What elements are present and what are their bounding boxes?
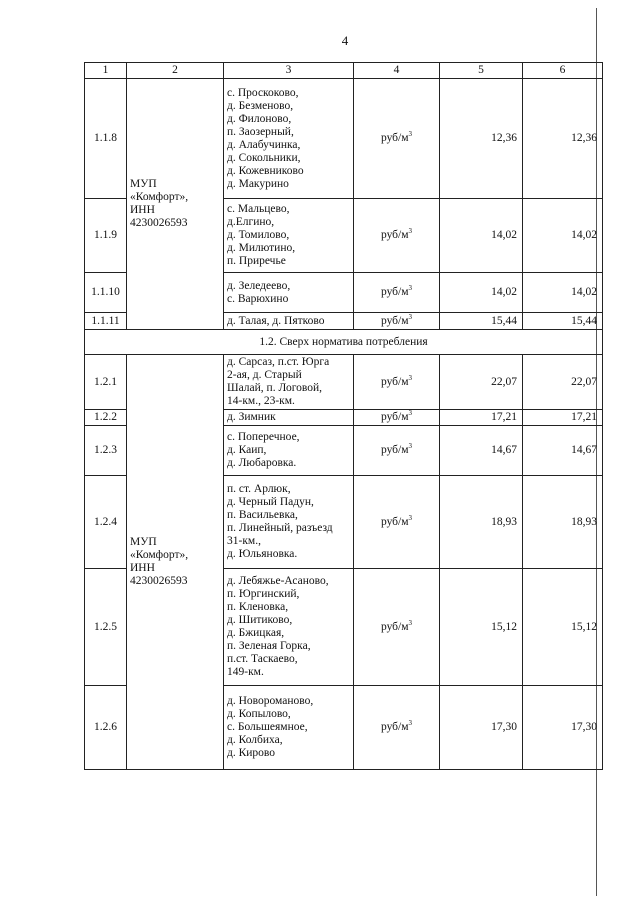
- unit-text: руб/м: [380, 411, 409, 423]
- row-number: 1.1.11: [85, 313, 127, 330]
- value-col5: 12,36: [440, 79, 523, 199]
- section-title: 1.2. Сверх норматива потребления: [85, 330, 603, 355]
- table-row: [85, 79, 603, 199]
- table-row: [85, 355, 603, 410]
- unit-cell: [354, 569, 440, 686]
- unit-text: руб/м: [380, 515, 409, 528]
- unit-text: руб/м: [380, 375, 409, 388]
- value-col6: 17,21: [523, 410, 603, 426]
- locality-cell: с. Проскоково, д. Безменово, д. Филоново, п. Заозерный, д. Алабучинка, д. Сокольники, д. Кожевниково д. Макурино: [224, 79, 354, 199]
- value-col5: 17,21: [440, 410, 523, 426]
- unit-cell: [354, 686, 440, 770]
- unit-exponent: 3: [408, 284, 413, 293]
- value-col6: 22,07: [523, 355, 603, 410]
- unit-text: руб/м: [380, 286, 409, 298]
- row-number: 1.2.1: [85, 355, 127, 410]
- unit-text: руб/м: [380, 229, 409, 241]
- locality-cell: п. ст. Арлюк, д. Черный Падун, п. Васильевка, п. Линейный, разъезд 31-км., д. Юльяновка.: [224, 476, 354, 569]
- unit-exponent: 3: [408, 513, 413, 522]
- unit-cell: [354, 273, 440, 313]
- value-col5: 14,02: [440, 273, 523, 313]
- header-row: [85, 63, 603, 79]
- unit-cell: [354, 426, 440, 476]
- unit-exponent: 3: [408, 618, 413, 627]
- value-col6: 15,44: [523, 313, 603, 330]
- organization-cell: МУП «Комфорт», ИНН 4230026593: [127, 355, 224, 770]
- unit-cell: [354, 313, 440, 330]
- section-row: [85, 330, 603, 355]
- header-cell: 6: [523, 63, 603, 79]
- unit-exponent: 3: [408, 719, 413, 728]
- row-number: 1.1.9: [85, 199, 127, 273]
- value-col5: 15,12: [440, 569, 523, 686]
- row-number: 1.2.5: [85, 569, 127, 686]
- value-col6: 18,93: [523, 476, 603, 569]
- locality-cell: с. Поперечное, д. Каип, д. Любаровка.: [224, 426, 354, 476]
- row-number: 1.2.4: [85, 476, 127, 569]
- row-number: 1.2.3: [85, 426, 127, 476]
- value-col6: 14,02: [523, 199, 603, 273]
- row-number: 1.1.10: [85, 273, 127, 313]
- locality-cell: д. Зеледеево, с. Варюхино: [224, 273, 354, 313]
- value-col5: 22,07: [440, 355, 523, 410]
- unit-exponent: 3: [408, 442, 413, 451]
- unit-text: руб/м: [380, 721, 409, 733]
- value-col6: 14,67: [523, 426, 603, 476]
- unit-exponent: 3: [408, 227, 413, 236]
- locality-cell: д. Талая, д. Пятково: [224, 313, 354, 330]
- locality-cell: д. Новоромановo, д. Копылово, с. Большеямное, д. Колбиха, д. Кирово: [224, 686, 354, 770]
- unit-cell: [354, 355, 440, 410]
- locality-cell: д. Лебяжье-Асаново, п. Юргинский, п. Кленовка, д. Шитиково, д. Бжицкая, п. Зеленая Горка, п.ст. Таскаево, 149-км.: [224, 569, 354, 686]
- page-number: 4: [341, 33, 349, 48]
- unit-exponent: 3: [408, 312, 413, 321]
- unit-text: руб/м: [380, 620, 409, 633]
- value-col5: 14,02: [440, 199, 523, 273]
- header-cell: 3: [224, 63, 354, 79]
- value-col6: 14,02: [523, 273, 603, 313]
- value-col6: 12,36: [523, 79, 603, 199]
- row-number: 1.2.6: [85, 686, 127, 770]
- unit-cell: [354, 476, 440, 569]
- value-col5: 18,93: [440, 476, 523, 569]
- value-col6: 17,30: [523, 686, 603, 770]
- locality-cell: с. Мальцево, д.Елгино, д. Томилово, д. Милютино, п. Приречье: [224, 199, 354, 273]
- unit-text: руб/м: [380, 444, 409, 456]
- unit-cell: [354, 410, 440, 426]
- value-col5: 15,44: [440, 313, 523, 330]
- unit-exponent: 3: [408, 130, 413, 139]
- row-number: 1.1.8: [85, 79, 127, 199]
- value-col5: 14,67: [440, 426, 523, 476]
- locality-cell: д. Сарсаз, п.ст. Юрга 2-ая, д. Старый Шалай, п. Логовой, 14-км., 23-км.: [224, 355, 354, 410]
- unit-exponent: 3: [408, 373, 413, 382]
- row-number: 1.2.2: [85, 410, 127, 426]
- header-cell: 2: [127, 63, 224, 79]
- unit-cell: [354, 199, 440, 273]
- header-cell: 1: [85, 63, 127, 79]
- unit-text: руб/м: [380, 132, 409, 144]
- unit-cell: [354, 79, 440, 199]
- tariff-table: [84, 62, 603, 770]
- unit-text: руб/м: [380, 314, 409, 327]
- value-col5: 17,30: [440, 686, 523, 770]
- header-cell: 5: [440, 63, 523, 79]
- organization-cell: МУП «Комфорт», ИНН 4230026593: [127, 79, 224, 330]
- locality-cell: д. Зимник: [224, 410, 354, 426]
- unit-exponent: 3: [408, 409, 413, 418]
- value-col6: 15,12: [523, 569, 603, 686]
- header-cell: 4: [354, 63, 440, 79]
